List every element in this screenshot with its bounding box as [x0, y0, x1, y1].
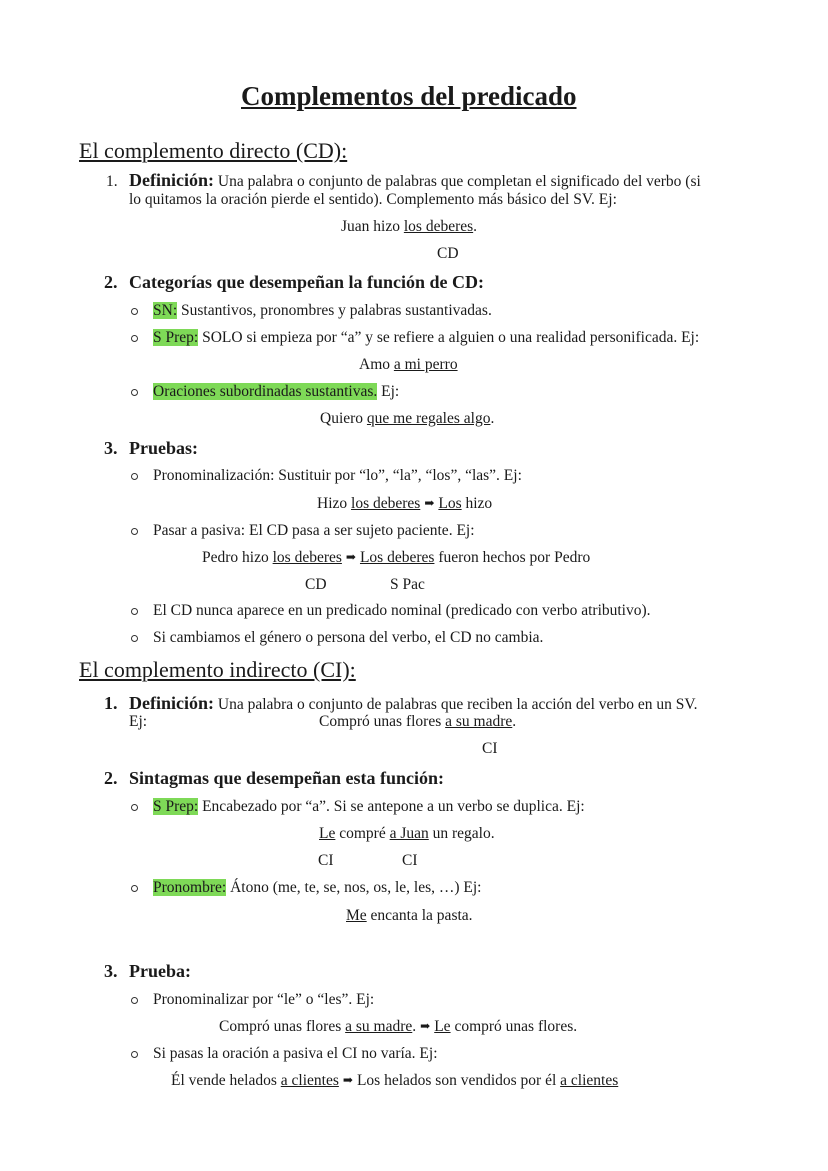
example-text: Compró unas flores — [319, 713, 446, 730]
highlight-label: Pronombre: — [153, 879, 227, 896]
example-text: hizo — [461, 495, 493, 512]
cd-category-sprep-example — [359, 355, 458, 375]
cd-categories-number: 2. — [104, 272, 118, 292]
ci-prueba-number: 3. — [104, 961, 118, 981]
cd-category-oraciones — [153, 382, 399, 402]
ci-prueba-pasiva-example — [171, 1071, 618, 1091]
cd-prueba-predicado-nominal: El CD nunca aparece en un predicado nominal (predicado con verbo atributivo). — [153, 602, 651, 619]
bullet-icon — [131, 335, 138, 342]
example-text: Él vende helados — [171, 1072, 281, 1089]
bullet-icon — [131, 608, 138, 615]
cd-prueba-pronominalizacion-example — [317, 494, 492, 514]
ci-definition-ej: Ej: — [129, 713, 148, 730]
category-text: Encabezado por “a”. Si se antepone a un verbo se duplica. Ej: — [198, 798, 585, 815]
arrow-right-icon: ➡ — [342, 1073, 353, 1087]
example-underlined: a clientes — [560, 1072, 619, 1089]
example-text: Hizo — [317, 495, 352, 512]
highlight-label: S Prep: — [153, 798, 199, 815]
highlight-label: SN: — [153, 302, 178, 319]
example-underlined: los deberes — [272, 549, 342, 566]
highlight-label: Oraciones subordinadas sustantivas. — [153, 383, 378, 400]
arrow-right-icon: ➡ — [420, 1019, 431, 1033]
category-text: Átono (me, te, se, nos, os, le, les, …) Ej: — [226, 879, 482, 896]
cd-definition-text-1: Una palabra o conjunto de palabras que completan el significado del verbo (si — [217, 173, 701, 190]
ci-prueba-pronominalizar-example — [219, 1017, 577, 1037]
cd-example-1 — [341, 217, 477, 237]
example-underlined: que me regales algo — [366, 410, 491, 427]
ci-sintagma-sprep-example — [319, 824, 495, 844]
cd-pruebas-heading: Pruebas: — [129, 438, 198, 458]
ci-definition-number: 1. — [104, 693, 118, 713]
cd-prueba-pasiva-tag-spac: S Pac — [390, 576, 425, 593]
cd-section-heading: El complemento directo (CD): — [79, 138, 348, 163]
cd-category-oraciones-example — [320, 409, 494, 429]
example-underlined: Me — [346, 907, 367, 924]
example-underlined: los deberes — [351, 495, 421, 512]
cd-prueba-pasiva-tag-cd: CD — [305, 576, 327, 593]
example-underlined: Los deberes — [359, 549, 435, 566]
ci-sintagma-tag-1: CI — [318, 852, 334, 869]
example-underlined: Le — [434, 1018, 451, 1035]
example-text: . — [512, 713, 517, 730]
example-underlined: a su madre — [445, 713, 513, 730]
cd-prueba-genero: Si cambiamos el género o persona del verbo, el CD no cambia. — [153, 629, 544, 646]
bullet-icon — [131, 997, 138, 1004]
ci-section-heading: El complemento indirecto (CI): — [79, 657, 356, 682]
bullet-icon — [131, 389, 138, 396]
page-title: Complementos del predicado — [241, 81, 577, 111]
cd-prueba-pasiva: Pasar a pasiva: El CD pasa a ser sujeto paciente. Ej: — [153, 522, 475, 539]
example-underlined: a mi perro — [393, 356, 458, 373]
example-text: . — [473, 218, 478, 235]
arrow-right-icon: ➡ — [424, 496, 435, 510]
category-text: SOLO si empieza por “a” y se refiere a alguien o una realidad personificada. Ej: — [198, 329, 700, 346]
category-text: Ej: — [377, 383, 400, 400]
example-text: Compró unas flores — [219, 1018, 346, 1035]
ci-sintagma-pronombre — [153, 878, 481, 898]
cd-definition-number: 1. — [106, 173, 118, 190]
example-underlined: Le — [319, 825, 336, 842]
example-text: Quiero — [320, 410, 367, 427]
ci-example-1 — [319, 712, 516, 732]
ci-sintagma-pronombre-example — [346, 906, 473, 926]
bullet-icon — [131, 635, 138, 642]
bullet-icon — [131, 473, 138, 480]
example-text: Juan hizo — [341, 218, 404, 235]
ci-prueba-pasiva: Si pasas la oración a pasiva el CI no varía. Ej: — [153, 1045, 438, 1062]
example-text: fueron hechos por Pedro — [434, 549, 591, 566]
bullet-icon — [131, 1051, 138, 1058]
example-text: un regalo. — [428, 825, 495, 842]
example-text: encanta la pasta. — [366, 907, 473, 924]
cd-definition-label: Definición: — [129, 170, 214, 190]
cd-category-sprep — [153, 328, 699, 348]
highlight-label: S Prep: — [153, 329, 199, 346]
cd-category-sn — [153, 301, 492, 321]
ci-prueba-heading: Prueba: — [129, 961, 191, 981]
category-text: Sustantivos, pronombres y palabras sustantivadas. — [177, 302, 492, 319]
ci-sintagmas-number: 2. — [104, 768, 118, 788]
example-underlined: Los — [438, 495, 462, 512]
example-underlined: a Juan — [389, 825, 429, 842]
example-text: . — [412, 1018, 417, 1035]
ci-example-1-tag: CI — [482, 740, 498, 757]
cd-categories-heading: Categorías que desempeñan la función de CD: — [129, 272, 485, 292]
example-underlined: a su madre — [345, 1018, 413, 1035]
example-text: compró unas flores. — [450, 1018, 578, 1035]
example-text: . — [490, 410, 495, 427]
example-text: compré — [335, 825, 390, 842]
bullet-icon — [131, 804, 138, 811]
ci-prueba-pronominalizar: Pronominalizar por “le” o “les”. Ej: — [153, 991, 375, 1008]
cd-definition-text-2: lo quitamos la oración pierde el sentido). Complemento más básico del SV. Ej: — [129, 191, 617, 208]
example-underlined: los deberes — [403, 218, 474, 235]
bullet-icon — [131, 308, 138, 315]
example-text: Los helados son vendidos por él — [356, 1072, 561, 1089]
cd-prueba-pronominalizacion: Pronominalización: Sustituir por “lo”, “la”, “los”, “las”. Ej: — [153, 467, 522, 484]
example-underlined: a clientes — [280, 1072, 339, 1089]
bullet-icon — [131, 528, 138, 535]
cd-example-1-tag: CD — [437, 245, 459, 262]
ci-definition-text: Una palabra o conjunto de palabras que reciben la acción del verbo en un SV. — [217, 696, 698, 713]
ci-sintagma-tag-2: CI — [402, 852, 418, 869]
cd-pruebas-number: 3. — [104, 438, 118, 458]
bullet-icon — [131, 885, 138, 892]
arrow-right-icon: ➡ — [345, 550, 356, 564]
cd-prueba-pasiva-example — [202, 548, 590, 568]
ci-definition-label: Definición: — [129, 693, 214, 713]
example-text: Amo — [359, 356, 394, 373]
cd-definition — [129, 169, 701, 192]
ci-sintagmas-heading: Sintagmas que desempeñan esta función: — [129, 768, 445, 788]
ci-sintagma-sprep — [153, 797, 585, 817]
example-text: Pedro hizo — [202, 549, 273, 566]
